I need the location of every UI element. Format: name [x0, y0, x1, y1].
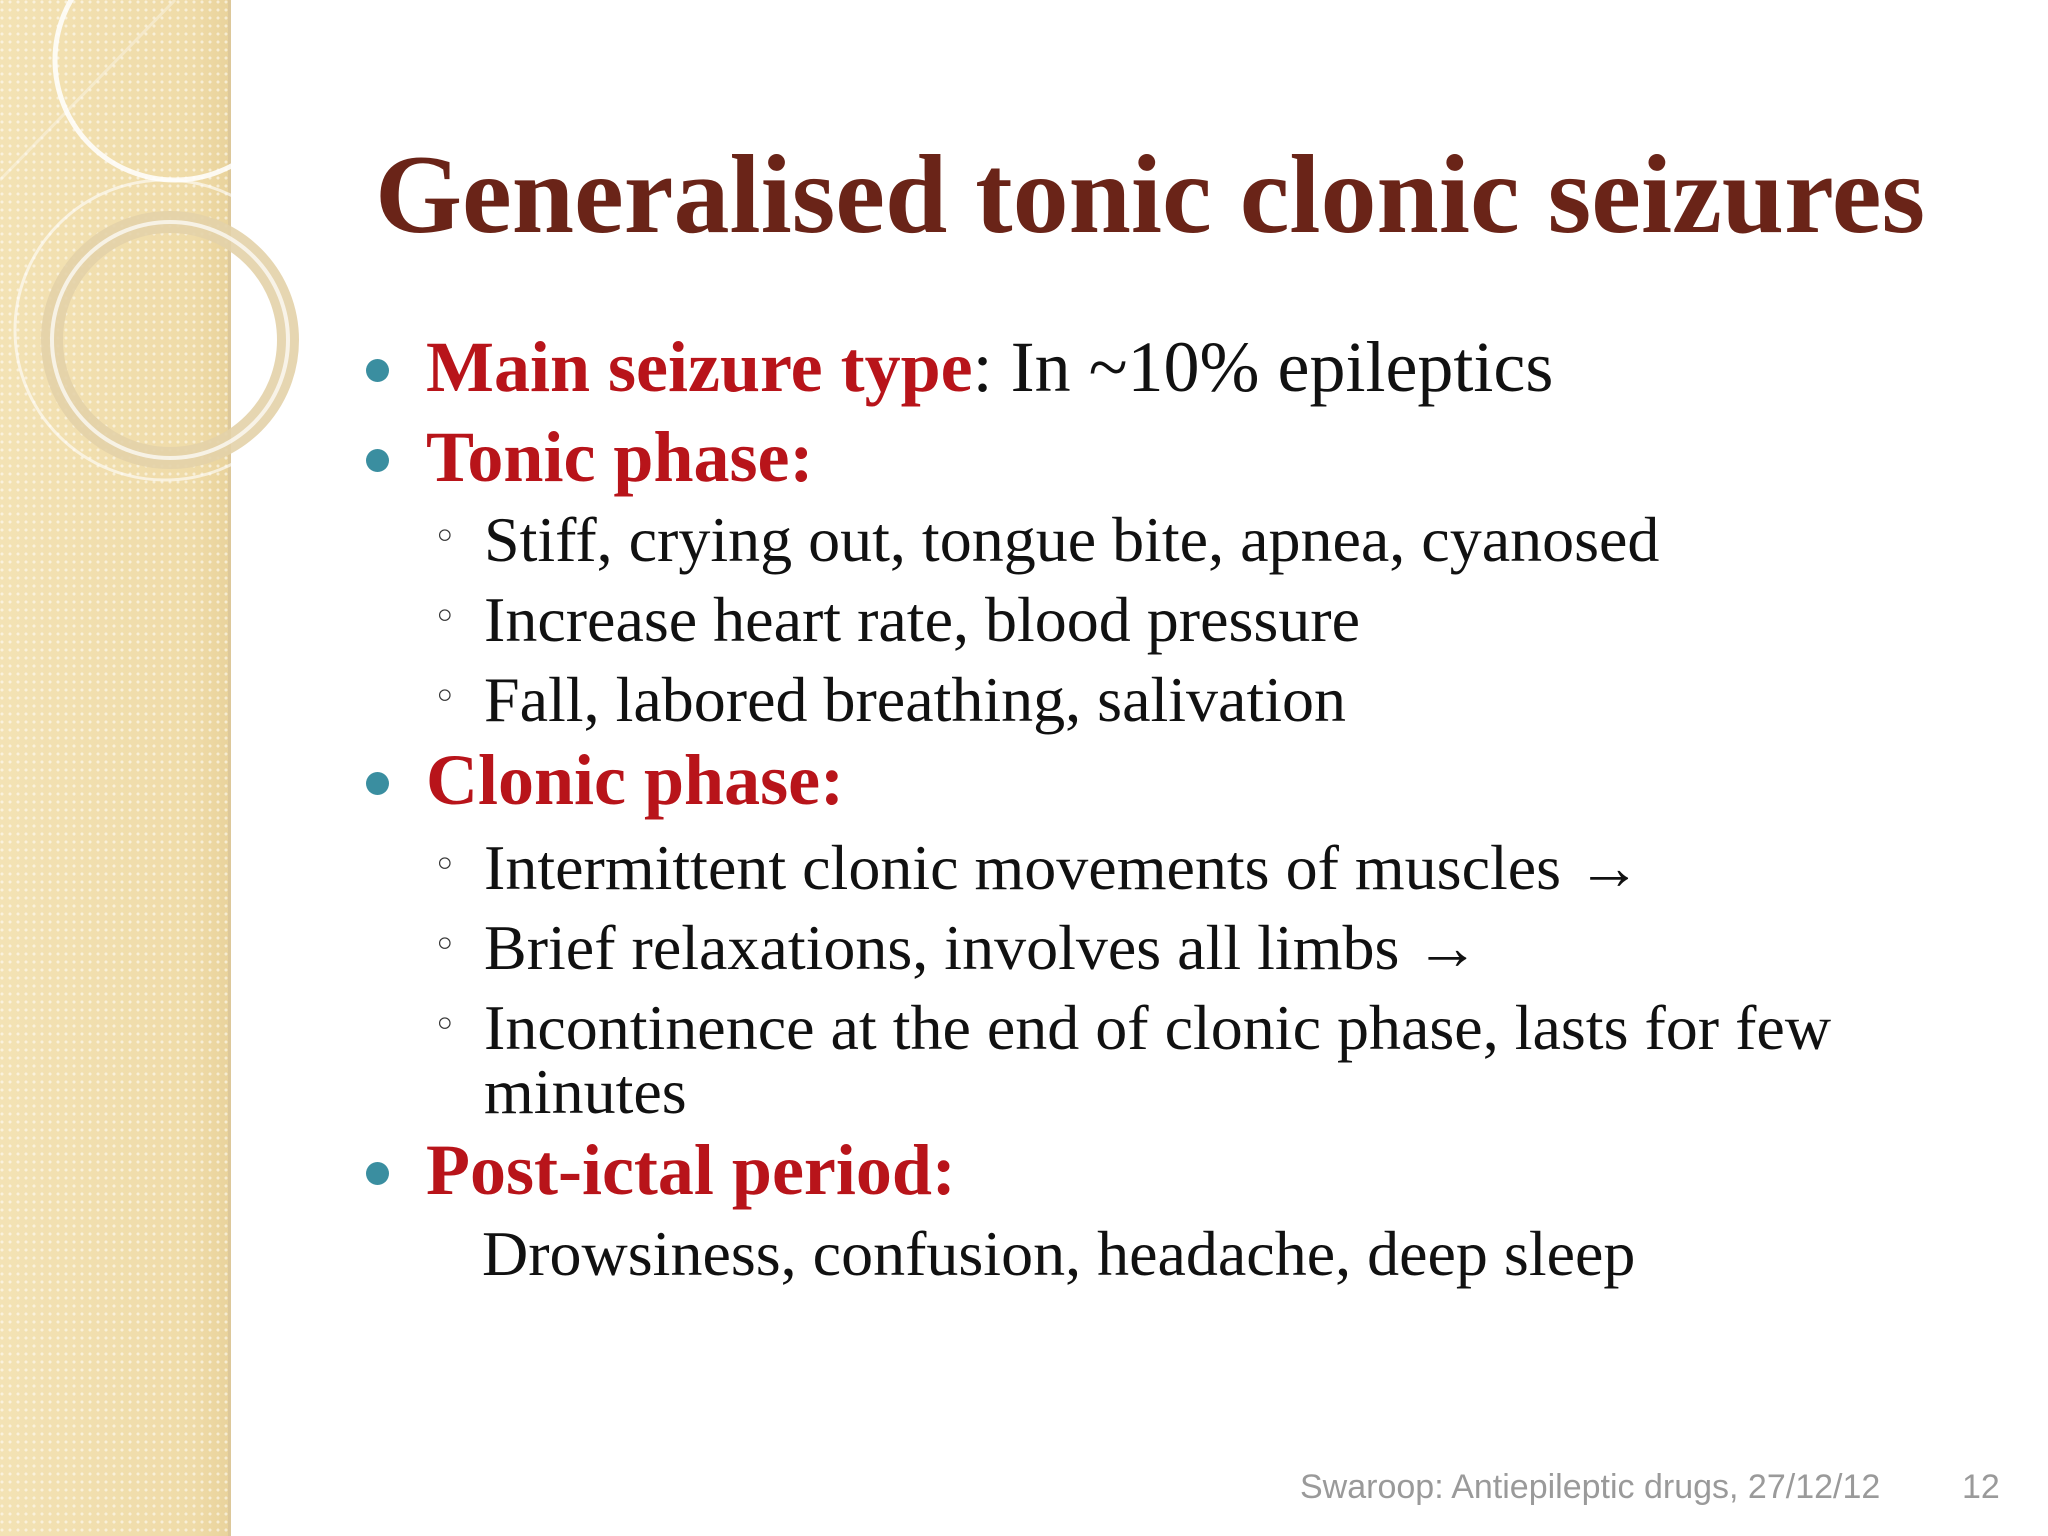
sub-bullet-item: Increase heart rate, blood pressure	[484, 584, 1360, 655]
sub-bullet-circle-icon: ◦	[433, 674, 457, 720]
bullet-dot	[366, 772, 389, 795]
bullet-post-ictal-period	[426, 1130, 956, 1210]
sub-bullet-circle-icon: ◦	[433, 922, 457, 968]
sub-bullet-item: Intermittent clonic movements of muscles →	[484, 832, 1642, 903]
sub-bullet-item: Stiff, crying out, tongue bite, apnea, cyanosed	[484, 504, 1660, 575]
bullet-tonic-phase	[426, 417, 813, 497]
sub-bullet-circle-icon: ◦	[433, 842, 457, 888]
page-number: 12	[1962, 1468, 2000, 1506]
sub-bullet-continuation: minutes	[484, 1056, 687, 1127]
sub-bullet-circle-icon: ◦	[433, 594, 457, 640]
sub-bullet-item: Fall, labored breathing, salivation	[484, 664, 1346, 735]
bullet-dot	[366, 359, 389, 382]
bullet-heading: Clonic phase:	[426, 740, 845, 820]
bullet-main-seizure-type	[426, 327, 1553, 407]
bullet-text: In ~10% epileptics	[992, 327, 1554, 407]
footer-text: Swaroop: Antiepileptic drugs, 27/12/12	[1300, 1468, 1881, 1506]
bullet-heading: Main seizure type	[426, 327, 973, 407]
post-ictal-text: Drowsiness, confusion, headache, deep sleep	[482, 1218, 1636, 1289]
bullet-separator: :	[972, 327, 993, 407]
bullet-dot	[366, 449, 389, 472]
sub-bullet-circle-icon: ◦	[433, 514, 457, 560]
bullet-dot	[366, 1162, 389, 1185]
sub-bullet-circle-icon: ◦	[433, 1002, 457, 1048]
bullet-heading: Post-ictal period:	[426, 1130, 956, 1210]
sub-bullet-item: Brief relaxations, involves all limbs →	[484, 912, 1480, 983]
slide-title: Generalised tonic clonic seizures	[374, 133, 1926, 257]
bullet-heading: Tonic phase:	[426, 417, 814, 497]
sub-bullet-item: Incontinence at the end of clonic phase, lasts for few	[484, 992, 1832, 1063]
bullet-clonic-phase	[426, 740, 844, 820]
